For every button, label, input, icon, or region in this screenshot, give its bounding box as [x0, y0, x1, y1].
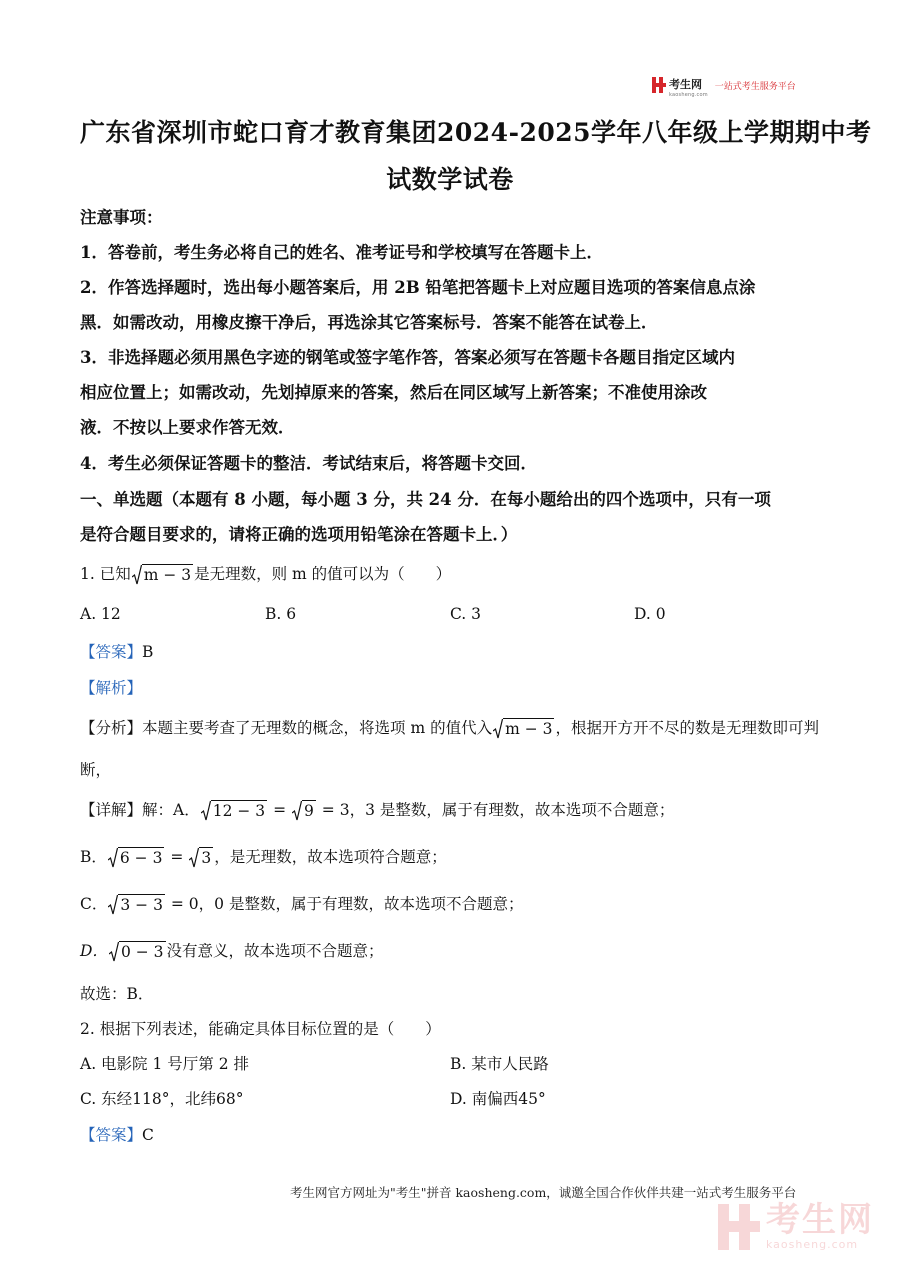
detail-b-radicand2: 3	[201, 849, 212, 867]
fenxi-tag: 【分析】	[80, 719, 143, 737]
q1-suffix: 是无理数，则 m 的值可以为（ ）	[194, 565, 452, 583]
logo-text	[669, 73, 708, 98]
watermark-url: kaosheng.com	[766, 1238, 859, 1251]
q2-option-d: D. 南偏西45°	[450, 1090, 546, 1108]
sqrt-expression	[109, 941, 166, 963]
q1-fenxi-line1	[80, 716, 819, 740]
q1-conclusion: 故选：B．	[80, 985, 154, 1003]
q1-option-a: A. 12	[80, 605, 121, 623]
logo-name: 考生网	[669, 77, 702, 91]
sqrt-expression	[108, 894, 165, 916]
detail-d-prefix: D．	[80, 942, 108, 960]
q1-answer	[80, 640, 153, 662]
q1-prefix: 1. 已知	[80, 565, 131, 583]
detail-c-prefix: C．	[80, 895, 108, 913]
notice-item-3-line3: 液．不按以上要求作答无效．	[80, 418, 295, 437]
answer-value: B	[142, 643, 154, 661]
logo-slogan: 一站式考生服务平台	[714, 81, 796, 92]
detail-d-radicand: 0 − 3	[120, 943, 164, 961]
fenxi-text-b: ，根据开方开不尽的数是无理数即可判	[555, 719, 819, 737]
watermark-text	[766, 1202, 874, 1251]
q2-stem: 2. 根据下列表述，能确定具体目标位置的是（ ）	[80, 1020, 441, 1038]
sqrt-expression	[132, 564, 193, 586]
detail-b-radicand1: 6 − 3	[119, 849, 163, 867]
answer-tag: 【答案】	[80, 643, 143, 661]
section-heading-line1: 一、单选题（本题有 8 小题，每小题 3 分，共 24 分．在每小题给出的四个选项中，只有一项	[80, 490, 771, 509]
detail-a-radicand2: 9	[304, 802, 314, 820]
sqrt-expression	[292, 800, 316, 822]
fenxi-text-a: 本题主要考查了无理数的概念，将选项 m 的值代入	[142, 719, 493, 737]
notice-item-3-line1: 3．非选择题必须用黑色字迹的钢笔或签字笔作答，答案必须写在答题卡各题目指定区域内	[80, 348, 735, 367]
answer-tag: 【答案】	[80, 1126, 143, 1144]
equals-sign: =	[165, 848, 189, 866]
detail-c-suffix: = 0，0 是整数，属于有理数，故本选项不合题意；	[165, 895, 524, 913]
detail-tag: 【详解】	[80, 801, 143, 819]
equals-sign: =	[268, 801, 291, 819]
q1-detail-a	[80, 798, 674, 822]
q1-stem	[80, 562, 451, 586]
detail-a-suffix: = 3，3 是整数，属于有理数，故本选项不合题意；	[316, 801, 675, 819]
logo-url: kaosheng.com	[669, 91, 708, 98]
sqrt-expression	[108, 847, 165, 869]
q1-radicand: m − 3	[143, 566, 192, 584]
q1-detail-d	[80, 939, 384, 963]
q1-fenxi-line2: 断，	[80, 761, 112, 779]
q2-option-a: A. 电影院 1 号厅第 2 排	[80, 1055, 249, 1073]
q2-option-b: B. 某市人民路	[450, 1055, 549, 1073]
sqrt-expression	[201, 800, 267, 822]
q2-option-c: C. 东经118°，北纬68°	[80, 1090, 244, 1108]
notice-item-1: 1．答卷前，考生务必将自己的姓名、准考证号和学校填写在答题卡上．	[80, 243, 603, 262]
detail-d-suffix: 没有意义，故本选项不合题意；	[166, 942, 384, 960]
detail-c-radicand: 3 − 3	[120, 896, 163, 914]
q1-option-d: D. 0	[634, 605, 666, 623]
q1-option-c: C. 3	[450, 605, 482, 623]
footer-text: 考生网官方网址为"考生"拼音 kaosheng.com，诚邀全国合作伙伴共建一站式考生服务平台	[290, 1185, 797, 1200]
q1-detail-b	[80, 845, 447, 869]
sqrt-expression	[189, 847, 213, 869]
detail-a-prefix: 解：A．	[142, 801, 200, 819]
notice-item-4: 4．考生必须保证答题卡的整洁．考试结束后，将答题卡交回．	[80, 454, 537, 473]
watermark-name: 考生网	[766, 1200, 874, 1240]
sqrt-expression	[493, 718, 554, 740]
doc-title-line1: 广东省深圳市蛇口育才教育集团2024-2025学年八年级上学期期中考	[80, 118, 872, 147]
notice-item-3-line2: 相应位置上；如需改动，先划掉原来的答案，然后在同区域写上新答案；不准使用涂改	[80, 383, 707, 402]
fenxi-radicand: m − 3	[505, 720, 553, 738]
site-logo	[652, 74, 796, 96]
detail-a-radicand1: 12 − 3	[212, 802, 266, 820]
watermark-logo-icon	[718, 1204, 760, 1250]
watermark	[718, 1202, 874, 1251]
notice-heading: 注意事项：	[80, 208, 163, 227]
q1-detail-c	[80, 892, 523, 916]
analysis-tag: 【解析】	[80, 679, 143, 697]
detail-b-prefix: B．	[80, 848, 107, 866]
logo-mark-icon	[652, 77, 666, 93]
section-heading-line2: 是符合题目要求的，请将正确的选项用铅笔涂在答题卡上．）	[80, 525, 518, 544]
notice-item-2-line1: 2．作答选择题时，选出每小题答案后，用 2B 铅笔把答题卡上对应题目选项的答案信息点涂	[80, 278, 756, 297]
answer-value: C	[142, 1126, 154, 1144]
doc-title-line2: 试数学试卷	[386, 165, 514, 194]
notice-item-2-line2: 黑．如需改动，用橡皮擦干净后，再选涂其它答案标号．答案不能答在试卷上．	[80, 313, 658, 332]
detail-b-suffix: ，是无理数，故本选项符合题意；	[214, 848, 447, 866]
q2-answer	[80, 1123, 154, 1145]
q1-option-b: B. 6	[265, 605, 297, 623]
